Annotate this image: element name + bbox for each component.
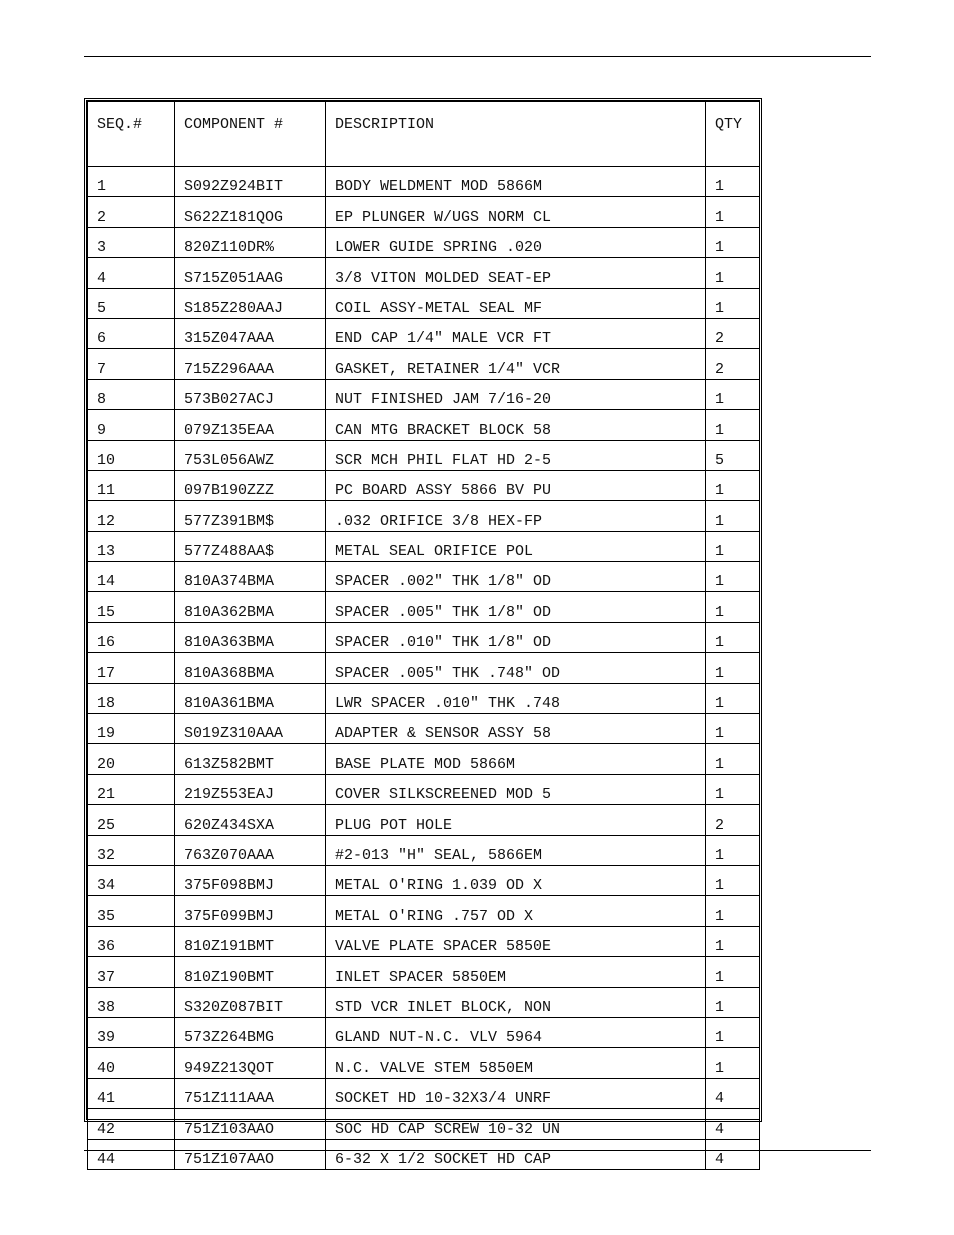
component-cell: S320Z087BIT [175,987,326,1017]
table-row [88,501,760,531]
description-cell: GLAND NUT-N.C. VLV 5964 [326,1017,706,1047]
table-row [88,774,760,804]
qty-cell: 1 [706,167,760,197]
seq-cell: 37 [88,957,175,987]
qty-cell: 1 [706,258,760,288]
description-cell: VALVE PLATE SPACER 5850E [326,926,706,956]
table-row [88,440,760,470]
qty-cell: 1 [706,227,760,257]
component-cell: 810A374BMA [175,562,326,592]
component-cell: 810Z191BMT [175,926,326,956]
qty-cell: 1 [706,410,760,440]
table-row [88,1109,760,1139]
component-cell: 753L056AWZ [175,440,326,470]
table-row [88,1048,760,1078]
table-row [88,805,760,835]
seq-cell: 39 [88,1017,175,1047]
description-cell: EP PLUNGER W/UGS NORM CL [326,197,706,227]
component-cell: 949Z213QOT [175,1048,326,1078]
table-row [88,1078,760,1108]
component-cell: 620Z434SXA [175,805,326,835]
table-row [88,318,760,348]
seq-cell: 6 [88,318,175,348]
table-row [88,683,760,713]
header-row [88,102,760,167]
table-row [88,288,760,318]
seq-cell: 20 [88,744,175,774]
seq-cell: 42 [88,1109,175,1139]
component-cell: 577Z488AA$ [175,531,326,561]
qty-cell: 1 [706,957,760,987]
component-cell: 810A368BMA [175,653,326,683]
component-cell: 820Z110DR% [175,227,326,257]
seq-cell: 44 [88,1139,175,1169]
description-cell: ADAPTER & SENSOR ASSY 58 [326,714,706,744]
qty-cell: 1 [706,1048,760,1078]
component-cell: 577Z391BM$ [175,501,326,531]
component-cell: 097B190ZZZ [175,470,326,500]
component-cell: 715Z296AAA [175,349,326,379]
seq-cell: 36 [88,926,175,956]
header-description: DESCRIPTION [326,102,706,167]
component-cell: 763Z070AAA [175,835,326,865]
qty-cell: 1 [706,531,760,561]
component-cell: 219Z553EAJ [175,774,326,804]
description-cell: INLET SPACER 5850EM [326,957,706,987]
qty-cell: 1 [706,865,760,895]
qty-cell: 1 [706,653,760,683]
description-cell: SPACER .010" THK 1/8" OD [326,622,706,652]
description-cell: .032 ORIFICE 3/8 HEX-FP [326,501,706,531]
table-row [88,744,760,774]
seq-cell: 17 [88,653,175,683]
description-cell: COVER SILKSCREENED MOD 5 [326,774,706,804]
seq-cell: 11 [88,470,175,500]
qty-cell: 1 [706,744,760,774]
seq-cell: 32 [88,835,175,865]
table-row [88,865,760,895]
component-cell: 810Z190BMT [175,957,326,987]
qty-cell: 1 [706,501,760,531]
qty-cell: 1 [706,470,760,500]
description-cell: NUT FINISHED JAM 7/16-20 [326,379,706,409]
footer-rule [84,1150,871,1151]
qty-cell: 4 [706,1109,760,1139]
seq-cell: 1 [88,167,175,197]
table-row [88,197,760,227]
component-cell: S185Z280AAJ [175,288,326,318]
seq-cell: 5 [88,288,175,318]
component-cell: S092Z924BIT [175,167,326,197]
table-row [88,531,760,561]
description-cell: SCR MCH PHIL FLAT HD 2-5 [326,440,706,470]
component-cell: 751Z103AAO [175,1109,326,1139]
seq-cell: 10 [88,440,175,470]
description-cell: 3/8 VITON MOLDED SEAT-EP [326,258,706,288]
component-cell: 810A363BMA [175,622,326,652]
component-cell: 573Z264BMG [175,1017,326,1047]
seq-cell: 13 [88,531,175,561]
table-row [88,1017,760,1047]
description-cell: SPACER .005" THK 1/8" OD [326,592,706,622]
table-row [88,835,760,865]
component-cell: S715Z051AAG [175,258,326,288]
qty-cell: 2 [706,805,760,835]
seq-cell: 14 [88,562,175,592]
component-cell: 751Z111AAA [175,1078,326,1108]
description-cell: CAN MTG BRACKET BLOCK 58 [326,410,706,440]
qty-cell: 1 [706,774,760,804]
table-row [88,1139,760,1169]
component-cell: 079Z135EAA [175,410,326,440]
table-row [88,379,760,409]
description-cell: SPACER .005" THK .748" OD [326,653,706,683]
qty-cell: 4 [706,1078,760,1108]
component-cell: 315Z047AAA [175,318,326,348]
table-row [88,592,760,622]
table-row [88,470,760,500]
seq-cell: 41 [88,1078,175,1108]
qty-cell: 1 [706,896,760,926]
description-cell: PLUG POT HOLE [326,805,706,835]
table-row [88,622,760,652]
description-cell: GASKET, RETAINER 1/4" VCR [326,349,706,379]
component-cell: 810A362BMA [175,592,326,622]
header-rule [84,56,871,57]
seq-cell: 8 [88,379,175,409]
table-row [88,227,760,257]
header-component: COMPONENT # [175,102,326,167]
qty-cell: 2 [706,349,760,379]
table-row [88,258,760,288]
description-cell: SOC HD CAP SCREW 10-32 UN [326,1109,706,1139]
seq-cell: 35 [88,896,175,926]
seq-cell: 3 [88,227,175,257]
header-seq: SEQ.# [88,102,175,167]
qty-cell: 1 [706,622,760,652]
seq-cell: 25 [88,805,175,835]
description-cell: METAL SEAL ORIFICE POL [326,531,706,561]
component-cell: 810A361BMA [175,683,326,713]
description-cell: LOWER GUIDE SPRING .020 [326,227,706,257]
table-row [88,349,760,379]
description-cell: 6-32 X 1/2 SOCKET HD CAP [326,1139,706,1169]
qty-cell: 1 [706,835,760,865]
component-cell: 573B027ACJ [175,379,326,409]
component-cell: 375F098BMJ [175,865,326,895]
qty-cell: 1 [706,288,760,318]
seq-cell: 21 [88,774,175,804]
qty-cell: 1 [706,987,760,1017]
table-row [88,167,760,197]
parts-list-body [88,167,760,1170]
qty-cell: 1 [706,1017,760,1047]
description-cell: N.C. VALVE STEM 5850EM [326,1048,706,1078]
description-cell: COIL ASSY-METAL SEAL MF [326,288,706,318]
seq-cell: 7 [88,349,175,379]
description-cell: METAL O'RING 1.039 OD X [326,865,706,895]
parts-list-frame [84,98,762,1168]
description-cell: PC BOARD ASSY 5866 BV PU [326,470,706,500]
table-row [88,653,760,683]
parts-list-table [87,101,760,1170]
seq-cell: 12 [88,501,175,531]
seq-cell: 40 [88,1048,175,1078]
qty-cell: 1 [706,592,760,622]
description-cell: SPACER .002" THK 1/8" OD [326,562,706,592]
description-cell: METAL O'RING .757 OD X [326,896,706,926]
seq-cell: 4 [88,258,175,288]
component-cell: 751Z107AAO [175,1139,326,1169]
seq-cell: 19 [88,714,175,744]
qty-cell: 1 [706,926,760,956]
table-row [88,957,760,987]
description-cell: STD VCR INLET BLOCK, NON [326,987,706,1017]
table-row [88,896,760,926]
component-cell: 375F099BMJ [175,896,326,926]
component-cell: S622Z181QOG [175,197,326,227]
header-qty: QTY [706,102,760,167]
description-cell: BASE PLATE MOD 5866M [326,744,706,774]
description-cell: LWR SPACER .010" THK .748 [326,683,706,713]
qty-cell: 1 [706,683,760,713]
description-cell: #2-013 "H" SEAL, 5866EM [326,835,706,865]
qty-cell: 1 [706,197,760,227]
table-row [88,562,760,592]
seq-cell: 16 [88,622,175,652]
seq-cell: 15 [88,592,175,622]
table-row [88,926,760,956]
qty-cell: 4 [706,1139,760,1169]
qty-cell: 1 [706,714,760,744]
seq-cell: 34 [88,865,175,895]
table-row [88,714,760,744]
component-cell: S019Z310AAA [175,714,326,744]
seq-cell: 18 [88,683,175,713]
table-row [88,987,760,1017]
table-row [88,410,760,440]
qty-cell: 1 [706,562,760,592]
description-cell: BODY WELDMENT MOD 5866M [326,167,706,197]
component-cell: 613Z582BMT [175,744,326,774]
seq-cell: 9 [88,410,175,440]
qty-cell: 2 [706,318,760,348]
description-cell: END CAP 1/4" MALE VCR FT [326,318,706,348]
seq-cell: 2 [88,197,175,227]
seq-cell: 38 [88,987,175,1017]
description-cell: SOCKET HD 10-32X3/4 UNRF [326,1078,706,1108]
qty-cell: 5 [706,440,760,470]
qty-cell: 1 [706,379,760,409]
